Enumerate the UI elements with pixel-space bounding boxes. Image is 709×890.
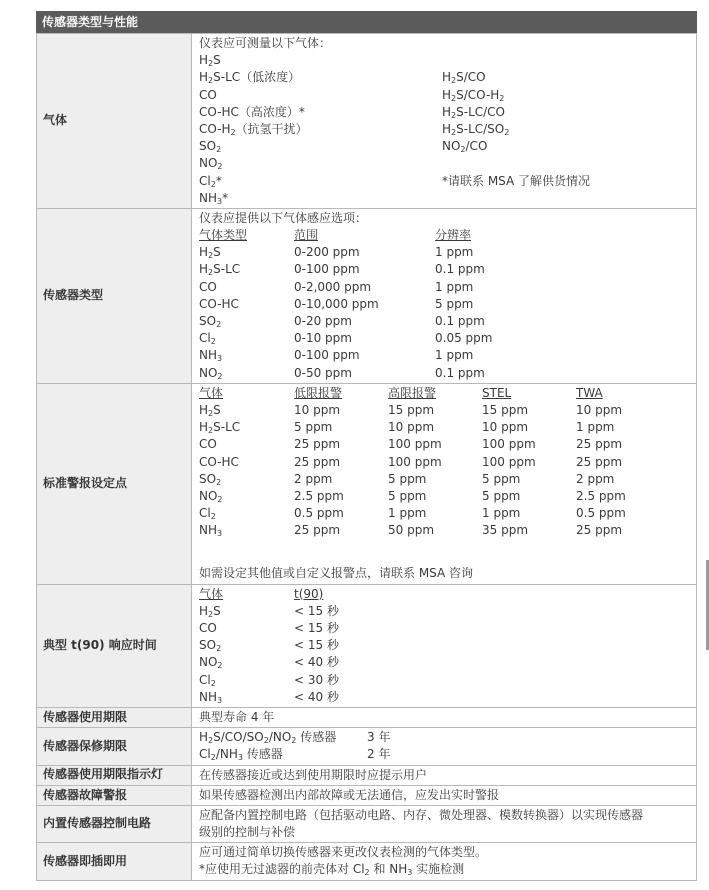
row-label: 气体	[37, 34, 192, 209]
header-row	[199, 586, 696, 603]
warranty-list	[199, 729, 696, 763]
warranty-cell: $Cl_2/NH_3$ 传感器	[199, 747, 283, 763]
table-cell: CO	[199, 279, 217, 294]
table-cell: $NO_2$	[199, 655, 223, 671]
table-cell: 0-10 ppm	[294, 331, 352, 346]
table-cell: < 15 秒	[294, 621, 339, 635]
table-row	[199, 620, 696, 637]
column-header: 气体	[199, 385, 224, 400]
gas-row	[199, 121, 696, 138]
row-label: 传感器使用期限	[37, 707, 192, 727]
row-label: 传感器即插即用	[37, 843, 192, 880]
warranty-cell: $H_2S/CO/SO_2/NO_2$ 传感器	[199, 730, 337, 746]
life-indicator-value: 在传感器接近或达到使用期限时应提示用户	[199, 767, 428, 782]
table-row	[199, 261, 696, 278]
row-value	[192, 765, 697, 785]
text-line	[199, 807, 696, 824]
gas-intro: 仪表应可测量以下气体：	[199, 36, 332, 50]
column-header: 低限报警	[294, 385, 343, 400]
table-cell: 1 ppm	[435, 245, 474, 260]
table-row	[199, 603, 696, 620]
table-row	[199, 454, 696, 471]
table-cell: 0-200 ppm	[294, 245, 360, 260]
row-value	[192, 383, 697, 584]
table-cell: 1 ppm	[435, 348, 474, 363]
table-cell: 2 ppm	[294, 471, 333, 486]
table-cell: 0.5 ppm	[576, 506, 626, 521]
table-cell: 5 ppm	[482, 471, 521, 486]
table-cell: 2.5 ppm	[294, 488, 344, 503]
text-line	[199, 844, 696, 861]
table-cell: 25 ppm	[294, 523, 341, 538]
table-cell: 5 ppm	[388, 471, 427, 486]
gas-row	[199, 69, 696, 86]
table-cell: CO	[199, 437, 217, 452]
table-cell: $H_2S$	[199, 245, 221, 261]
row-value	[192, 785, 697, 805]
table-cell: 5 ppm	[388, 488, 427, 503]
table-cell: 10 ppm	[576, 402, 623, 417]
header-row	[199, 385, 696, 402]
table-cell: $H_2S-LC$	[199, 420, 241, 436]
column-header: 气体类型	[199, 228, 248, 243]
table-cell: < 15 秒	[294, 603, 339, 618]
row-label: 内置传感器控制电路	[37, 805, 192, 842]
gas-row	[199, 52, 696, 69]
table-cell: 100 ppm	[388, 454, 442, 469]
circuit-text	[199, 807, 696, 841]
table-cell: 1 ppm	[482, 506, 521, 521]
table-row	[199, 279, 696, 296]
gas-entry: $Cl_2*$	[199, 173, 222, 189]
section-header: 传感器类型与性能	[36, 11, 697, 33]
table-cell: 15 ppm	[388, 402, 435, 417]
row-label: 典型 t(90) 响应时间	[37, 584, 192, 707]
gas-entry: $SO_2$	[199, 139, 222, 155]
table-cell: $NO_2$	[199, 488, 223, 504]
table-cell: 10 ppm	[482, 420, 529, 435]
alarm-note: 如需设定其他值或自定义报警点，请联系 MSA 咨询	[199, 566, 474, 581]
row-fault-alarm	[37, 785, 697, 805]
table-cell: 0-20 ppm	[294, 314, 352, 328]
table-cell: 50 ppm	[388, 523, 435, 538]
row-value	[192, 34, 697, 209]
row-value	[192, 208, 697, 383]
t90-table	[199, 586, 696, 706]
table-cell: 100 ppm	[482, 454, 536, 469]
gas-entry: CO-HC（高浓度）*	[199, 104, 305, 119]
table-row	[199, 689, 696, 706]
table-cell: 25 ppm	[294, 437, 341, 452]
header-row	[199, 227, 696, 244]
row-value	[192, 707, 697, 727]
table-cell: $SO_2$	[199, 471, 222, 487]
row-alarm-setpoints	[37, 383, 697, 584]
row-value	[192, 805, 697, 842]
warranty-cell: 2 年	[367, 747, 391, 762]
sensor-types-intro: 仪表应提供以下气体感应选项：	[199, 210, 368, 225]
table-cell: 1 ppm	[576, 420, 615, 435]
gas-entry: $H_2S$	[199, 53, 221, 69]
table-cell: CO-HC	[199, 296, 239, 311]
spacer	[199, 539, 696, 565]
life-value: 典型寿命 4 年	[199, 709, 275, 724]
table-cell: $SO_2$	[199, 314, 222, 329]
row-label: 标准警报设定点	[37, 383, 192, 584]
gas-row	[199, 104, 696, 121]
gas-entry: $NO_2/CO$	[442, 139, 488, 155]
table-cell: < 15 秒	[294, 638, 339, 653]
gas-row	[199, 87, 696, 104]
table-cell: 0-50 ppm	[294, 365, 352, 380]
table-cell: 1 ppm	[388, 506, 427, 521]
spec-sheet	[36, 11, 697, 881]
gas-entry: CO	[199, 87, 217, 102]
table-cell: 0-10,000 ppm	[294, 296, 379, 311]
column-header: t(90)	[294, 586, 324, 601]
warranty-row	[199, 729, 696, 746]
table-row	[199, 296, 696, 313]
table-cell: 2.5 ppm	[576, 488, 626, 503]
table-cell: CO-HC	[199, 454, 239, 469]
table-cell: $H_2S$	[199, 603, 221, 619]
table-cell: 100 ppm	[482, 437, 536, 452]
row-value	[192, 728, 697, 765]
table-cell: 15 ppm	[482, 402, 529, 417]
gas-entry: $NO_2$	[199, 156, 223, 172]
gas-list	[199, 52, 696, 207]
table-cell: $NO_2$	[199, 365, 223, 381]
gas-entry: $CO-H_2$（抗氢干扰）	[199, 121, 308, 137]
table-row	[199, 488, 696, 505]
warranty-row	[199, 746, 696, 763]
fault-value: 如果传感器检测出内部故障或无法通信，应发出实时警报	[199, 787, 500, 802]
table-cell: $Cl_2$	[199, 331, 216, 347]
gas-row	[199, 155, 696, 172]
table-cell: 25 ppm	[576, 523, 623, 538]
gas-row	[199, 138, 696, 155]
column-header: TWA	[576, 385, 603, 400]
row-life-indicator	[37, 765, 697, 785]
table-cell: 0-2,000 ppm	[294, 279, 372, 294]
row-value	[192, 843, 697, 880]
table-row	[199, 505, 696, 522]
row-label: 传感器保修期限	[37, 728, 192, 765]
row-t90	[37, 584, 697, 707]
gas-row	[199, 190, 696, 207]
table-cell: 5 ppm	[482, 488, 521, 503]
table-cell: 2 ppm	[576, 471, 615, 486]
table-cell: 0.5 ppm	[294, 506, 344, 521]
table-row	[199, 347, 696, 364]
text-line	[199, 861, 696, 878]
table-row	[199, 365, 696, 382]
table-cell: 0.05 ppm	[435, 331, 493, 346]
table-cell: 25 ppm	[576, 454, 623, 469]
table-cell: $H_2S-LC$	[199, 262, 241, 278]
row-warranty	[37, 728, 697, 765]
warranty-cell: 3 年	[367, 730, 391, 745]
row-gas	[37, 34, 697, 209]
table-row	[199, 330, 696, 347]
table-row	[199, 654, 696, 671]
gas-entry: $H_2S-LC$（低浓度）	[199, 70, 301, 86]
column-header: 范围	[294, 228, 319, 243]
text-span: *应使用无过滤器的前壳体对 $Cl_2$ 和 $NH_3$ 实施检测	[199, 862, 465, 878]
gas-entry: $H_2S/CO-H_2$	[442, 87, 505, 103]
spec-table	[36, 33, 697, 881]
table-row	[199, 522, 696, 539]
table-cell: 25 ppm	[576, 437, 623, 452]
table-cell: 5 ppm	[294, 420, 333, 435]
text-line	[199, 824, 696, 841]
table-cell: $H_2S$	[199, 402, 221, 418]
column-header: 分辨率	[435, 228, 472, 243]
table-cell: $Cl_2$	[199, 672, 216, 688]
table-cell: $Cl_2$	[199, 506, 216, 522]
table-row	[199, 244, 696, 261]
column-header: STEL	[482, 385, 512, 400]
gas-row	[199, 173, 696, 190]
row-label: 传感器故障警报	[37, 785, 192, 805]
table-cell: 10 ppm	[388, 420, 435, 435]
table-cell: < 30 秒	[294, 672, 339, 687]
sensor-types-table	[199, 227, 696, 382]
plug-text	[199, 844, 696, 878]
table-cell: < 40 秒	[294, 689, 339, 704]
gas-entry: $NH_3*$	[199, 190, 229, 206]
row-sensor-life	[37, 707, 697, 727]
gas-entry: *请联系 MSA 了解供货情况	[442, 173, 591, 188]
gas-entry: $H_2S-LC/CO$	[442, 104, 506, 120]
table-row	[199, 436, 696, 453]
table-row	[199, 419, 696, 436]
table-row	[199, 637, 696, 654]
table-row	[199, 672, 696, 689]
row-label: 传感器使用期限指示灯	[37, 765, 192, 785]
table-cell: 35 ppm	[482, 523, 529, 538]
row-control-circuit	[37, 805, 697, 842]
table-cell: 0-100 ppm	[294, 348, 360, 363]
row-sensor-types	[37, 208, 697, 383]
table-row	[199, 402, 696, 419]
row-value	[192, 584, 697, 707]
text-span: 级别的控制与补偿	[199, 825, 296, 840]
table-cell: < 40 秒	[294, 655, 339, 670]
row-plug-and-play	[37, 843, 697, 880]
alarm-table	[199, 385, 696, 540]
table-cell: $NH_3$	[199, 689, 223, 705]
table-row	[199, 471, 696, 488]
row-label: 传感器类型	[37, 208, 192, 383]
table-cell: $NH_3$	[199, 348, 223, 364]
text-span: 应配备内置控制电路（包括驱动电路、内存、微处理器、模数转换器）以实现传感器	[199, 807, 644, 822]
table-cell: 100 ppm	[388, 437, 442, 452]
table-cell: 25 ppm	[294, 454, 341, 469]
table-cell: 1 ppm	[435, 279, 474, 294]
table-row	[199, 313, 696, 330]
table-cell: $SO_2$	[199, 638, 222, 654]
table-cell: CO	[199, 621, 217, 635]
table-cell: $NH_3$	[199, 523, 223, 539]
gas-entry: $H_2S/CO$	[442, 70, 486, 86]
table-cell: 0.1 ppm	[435, 262, 485, 277]
column-header: 高限报警	[388, 385, 437, 400]
table-cell: 5 ppm	[435, 296, 474, 311]
table-cell: 0-100 ppm	[294, 262, 360, 277]
column-header: 气体	[199, 586, 224, 601]
table-cell: 0.1 ppm	[435, 365, 485, 380]
table-cell: 10 ppm	[294, 402, 341, 417]
text-span: 应可通过简单切换传感器来更改仪表检测的气体类型。	[199, 845, 488, 860]
table-cell: 0.1 ppm	[435, 314, 485, 328]
gas-entry: $H_2S-LC/SO_2$	[442, 121, 510, 137]
